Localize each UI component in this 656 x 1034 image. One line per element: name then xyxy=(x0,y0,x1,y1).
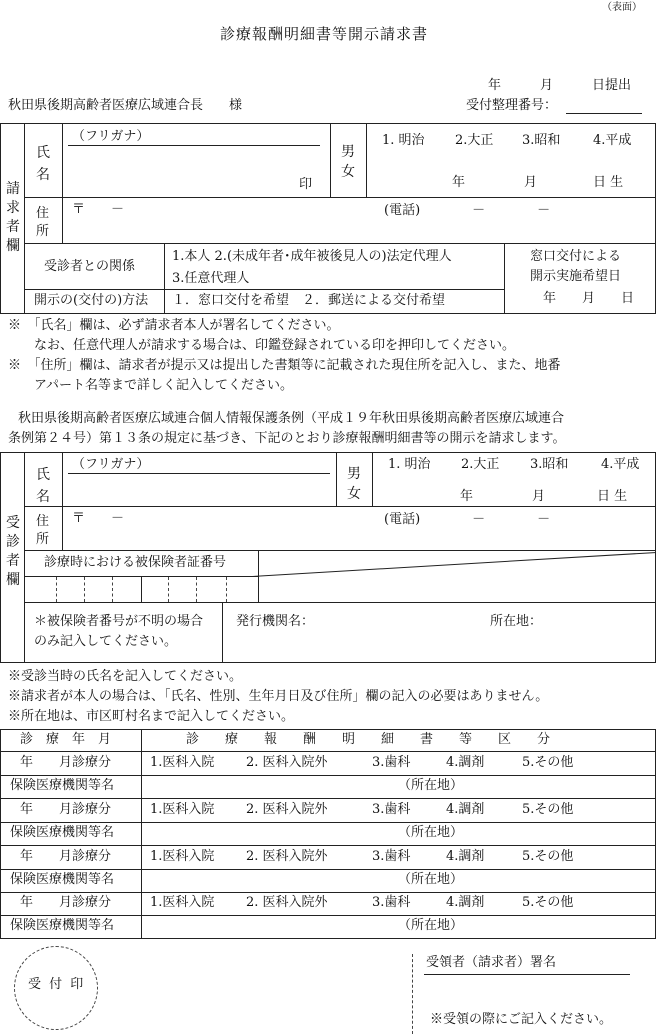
patient-sex[interactable]: 男女 xyxy=(347,466,361,502)
requester-seal-mark: 印 xyxy=(299,177,313,192)
insured-number-label: 診療時における被保険者証番号 xyxy=(44,555,227,570)
requester-era-showa[interactable]: 3.昭和 xyxy=(522,133,561,148)
claim-type-other[interactable]: 5.その他 xyxy=(522,849,574,864)
patient-section-label: 受診者欄 xyxy=(6,515,20,588)
claim-type-dental[interactable]: 3.歯科 xyxy=(372,755,411,770)
relation-label: 受診者との関係 xyxy=(44,259,136,274)
patient-name-label: 氏名 xyxy=(36,467,50,505)
claim-type-pharmacy[interactable]: 4.調剤 xyxy=(446,895,485,910)
patient-era-heisei[interactable]: 4.平成 xyxy=(601,457,640,472)
method-label: 開示の(交付の)方法 xyxy=(34,293,149,308)
patient-phone[interactable]: (電話) － － xyxy=(384,512,551,527)
note-name: ※ 「氏名」欄は、必ず請求者本人が署名してください。 xyxy=(8,318,340,333)
receipt-number-label: 受付整理番号： xyxy=(466,98,558,113)
requester-furigana[interactable]: （フリガナ） xyxy=(72,129,150,144)
method-options[interactable]: １．窓口交付を希望 ２．郵送による交付希望 xyxy=(172,293,446,308)
requester-phone[interactable]: (電話) － － xyxy=(384,203,551,218)
claim-month[interactable]: 年 月診療分 xyxy=(20,895,112,910)
requester-era-taisho[interactable]: 2.大正 xyxy=(455,133,494,148)
requester-postal[interactable]: 〒 － xyxy=(72,202,125,217)
note-location: ※所在地は、市区町村名まで記入してください。 xyxy=(8,709,295,724)
note-seal: なお、任意代理人が請求する場合は、印鑑登録されている印を押印してください。 xyxy=(8,338,516,353)
patient-birth-month[interactable]: 月 xyxy=(532,489,546,504)
issuer-location-label[interactable]: 所在地： xyxy=(490,614,543,629)
recipient-signature-line[interactable] xyxy=(424,974,630,975)
claim-type-outpatient[interactable]: 2. 医科入院外 xyxy=(246,849,328,864)
note-address-2: アパート名等まで詳しく記入してください。 xyxy=(8,378,293,393)
claim-type-pharmacy[interactable]: 4.調剤 xyxy=(446,802,485,817)
claim-type-outpatient[interactable]: 2. 医科入院外 xyxy=(246,895,328,910)
recipient-note: ※受領の際にご記入ください。 xyxy=(430,1012,613,1027)
claim-type-outpatient[interactable]: 2. 医科入院外 xyxy=(246,802,328,817)
claim-institution-label: 保険医療機関等名 xyxy=(10,918,115,933)
claim-type-inpatient[interactable]: 1.医科入院 xyxy=(150,755,215,770)
claim-type-inpatient[interactable]: 1.医科入院 xyxy=(150,849,215,864)
claim-month[interactable]: 年 月診療分 xyxy=(20,849,112,864)
claim-type-other[interactable]: 5.その他 xyxy=(522,895,574,910)
statement-line-2: 条例第２４号）第１３条の規定に基づき、下記のとおり診療報酬明細書等の開示を請求します。 xyxy=(8,431,566,446)
requester-era-meiji[interactable]: 1. 明治 xyxy=(382,133,425,148)
claim-type-dental[interactable]: 3.歯科 xyxy=(372,895,411,910)
statement-line-1: 秋田県後期高齢者医療広域連合個人情報保護条例（平成１９年秋田県後期高齢者医療広域連合 xyxy=(18,411,565,426)
claims-header-type: 診 療 報 酬 明 細 書 等 区 分 xyxy=(186,732,551,747)
claim-month[interactable]: 年 月診療分 xyxy=(20,802,112,817)
requester-birth-year[interactable]: 年 xyxy=(452,175,466,190)
note-patient-name: ※受診当時の氏名を記入してください。 xyxy=(8,669,243,684)
claims-header-month: 診 療 年 月 xyxy=(20,732,112,747)
claim-type-dental[interactable]: 3.歯科 xyxy=(372,849,411,864)
claim-institution-label: 保険医療機関等名 xyxy=(10,825,115,840)
page-title: 診療報酬明細書等開示請求書 xyxy=(220,25,429,43)
reception-stamp-label: 受 付 印 xyxy=(28,977,86,992)
claim-month[interactable]: 年 月診療分 xyxy=(20,755,112,770)
requester-name-label: 氏名 xyxy=(36,145,50,183)
note-address: ※ 「住所」欄は、請求者が提示又は提出した書類等に記載された現住所を記入し、また、地番 xyxy=(8,358,561,373)
claim-institution-location[interactable]: （所在地） xyxy=(398,778,464,793)
claim-institution-location[interactable]: （所在地） xyxy=(398,918,464,933)
claim-institution-location[interactable]: （所在地） xyxy=(398,872,464,887)
signature-divider xyxy=(412,954,413,1034)
claim-type-inpatient[interactable]: 1.医科入院 xyxy=(150,802,215,817)
insured-unknown-note-2: のみ記入してください。 xyxy=(34,634,178,649)
receipt-number-field[interactable] xyxy=(566,113,642,114)
claim-institution-location[interactable]: （所在地） xyxy=(398,825,464,840)
side-note: （表面） xyxy=(602,2,642,13)
requester-sex[interactable]: 男女 xyxy=(341,144,355,180)
requester-address-label: 住所 xyxy=(36,206,50,239)
claim-type-other[interactable]: 5.その他 xyxy=(522,755,574,770)
claim-type-other[interactable]: 5.その他 xyxy=(522,802,574,817)
submission-date[interactable]: 年 月 日提出 xyxy=(488,78,632,93)
claim-type-inpatient[interactable]: 1.医科入院 xyxy=(150,895,215,910)
patient-birth-year[interactable]: 年 xyxy=(460,489,474,504)
note-self-request: ※請求者が本人の場合は、「氏名、性別、生年月日及び住所」欄の記入の必要はありません。 xyxy=(8,689,549,704)
window-delivery-label-2: 開示実施希望日 xyxy=(530,269,622,284)
claim-type-dental[interactable]: 3.歯科 xyxy=(372,802,411,817)
addressee: 秋田県後期高齢者医療広域連合長 様 xyxy=(8,98,243,113)
patient-furigana[interactable]: （フリガナ） xyxy=(72,457,150,472)
insured-unknown-note: ＊被保険者番号が不明の場合 xyxy=(34,614,204,629)
relation-option-3[interactable]: 3.任意代理人 xyxy=(172,271,250,286)
relation-option-1-2[interactable]: 1.本人 2.(未成年者･成年被後見人の)法定代理人 xyxy=(172,249,452,264)
claim-type-pharmacy[interactable]: 4.調剤 xyxy=(446,755,485,770)
requester-birth-month[interactable]: 月 xyxy=(524,175,538,190)
requester-section-label: 請求者欄 xyxy=(6,181,20,254)
recipient-signature-label: 受領者（請求者）署名 xyxy=(426,955,557,970)
patient-era-meiji[interactable]: 1. 明治 xyxy=(388,457,431,472)
patient-postal[interactable]: 〒 － xyxy=(72,511,125,526)
window-delivery-date[interactable]: 年 月 日 xyxy=(543,291,635,306)
claim-type-outpatient[interactable]: 2. 医科入院外 xyxy=(246,755,328,770)
patient-address-label: 住所 xyxy=(36,514,50,547)
patient-era-taisho[interactable]: 2.大正 xyxy=(461,457,500,472)
issuer-label[interactable]: 発行機関名： xyxy=(236,614,315,629)
requester-birth-day[interactable]: 日 生 xyxy=(593,175,624,190)
claim-type-pharmacy[interactable]: 4.調剤 xyxy=(446,849,485,864)
claim-institution-label: 保険医療機関等名 xyxy=(10,872,115,887)
patient-birth-day[interactable]: 日 生 xyxy=(597,489,628,504)
claim-institution-label: 保険医療機関等名 xyxy=(10,778,115,793)
window-delivery-label: 窓口交付による xyxy=(530,249,622,264)
requester-era-heisei[interactable]: 4.平成 xyxy=(593,133,632,148)
patient-era-showa[interactable]: 3.昭和 xyxy=(530,457,569,472)
